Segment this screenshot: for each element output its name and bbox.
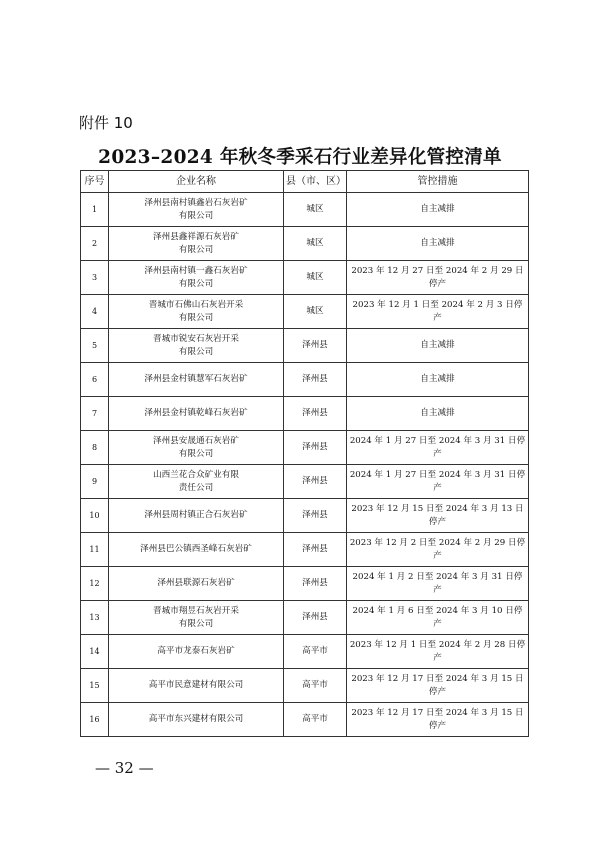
table-row (81, 465, 529, 499)
company-name-line: 泽州县联源石灰岩矿 (157, 578, 235, 588)
page-number: — 32 — (95, 759, 154, 777)
cell-county: 泽州县 (284, 363, 347, 397)
company-name-line: 有限公司 (178, 346, 214, 357)
cell-serial-no: 3 (81, 261, 109, 295)
cell-county: 城区 (284, 227, 347, 261)
header-control-measure: 管控措施 (347, 171, 529, 193)
cell-control-measure: 2024 年 1 月 27 日至 2024 年 3 月 31 日停产 (347, 431, 529, 465)
company-name-line: 有限公司 (178, 244, 214, 255)
table-row (81, 295, 529, 329)
cell-county: 高平市 (284, 635, 347, 669)
company-name-line: 泽州县安晟通石灰岩矿 (153, 435, 239, 446)
cell-company-name (109, 567, 284, 601)
company-name-line: 泽州县金村镇慧军石灰岩矿 (144, 374, 248, 384)
cell-company-name (109, 465, 284, 499)
company-name-line: 山西兰花合众矿业有限 (153, 469, 239, 480)
table-row (81, 363, 529, 397)
cell-company-name (109, 533, 284, 567)
header-county: 县（市、区） (284, 171, 347, 193)
cell-serial-no: 16 (81, 703, 109, 737)
table-row (81, 397, 529, 431)
company-name-line: 有限公司 (178, 210, 214, 221)
header-serial-no: 序号 (81, 171, 109, 193)
company-name-line: 泽州县金村镇乾峰石灰岩矿 (144, 408, 248, 418)
cell-control-measure: 2023 年 12 月 2 日至 2024 年 2 月 29 日停产 (347, 533, 529, 567)
cell-serial-no: 1 (81, 193, 109, 227)
table-row (81, 227, 529, 261)
company-name-line: 有限公司 (178, 448, 214, 459)
company-name-line: 高平市民意建材有限公司 (148, 680, 244, 690)
cell-company-name (109, 601, 284, 635)
cell-county: 泽州县 (284, 465, 347, 499)
cell-county: 泽州县 (284, 397, 347, 431)
cell-county: 泽州县 (284, 533, 347, 567)
table-row (81, 669, 529, 703)
company-name-line: 有限公司 (178, 312, 214, 323)
company-name-line: 高平市龙泰石灰岩矿 (157, 646, 235, 656)
cell-serial-no: 2 (81, 227, 109, 261)
attachment-label: 附件 10 (79, 114, 133, 132)
cell-company-name (109, 363, 284, 397)
cell-company-name (109, 397, 284, 431)
cell-serial-no: 9 (81, 465, 109, 499)
cell-serial-no: 4 (81, 295, 109, 329)
table-row (81, 635, 529, 669)
cell-serial-no: 8 (81, 431, 109, 465)
cell-serial-no: 10 (81, 499, 109, 533)
company-name-line: 晋城市锐安石灰岩开采 (153, 333, 239, 344)
cell-control-measure: 2024 年 1 月 2 日至 2024 年 3 月 31 日停产 (347, 567, 529, 601)
company-name-line: 泽州县南村镇一鑫石灰岩矿 (144, 265, 248, 276)
page-title: 2023–2024 年秋冬季采石行业差异化管控清单 (98, 147, 502, 168)
cell-company-name (109, 329, 284, 363)
header-company-name: 企业名称 (109, 171, 284, 193)
cell-company-name (109, 635, 284, 669)
cell-county: 泽州县 (284, 601, 347, 635)
cell-company-name (109, 227, 284, 261)
table-row (81, 533, 529, 567)
company-name-line: 责任公司 (178, 482, 214, 493)
cell-county: 城区 (284, 261, 347, 295)
company-name-line: 高平市东兴建材有限公司 (148, 714, 244, 724)
company-name-line: 泽州县巴公镇西圣峰石灰岩矿 (140, 544, 252, 554)
cell-county: 泽州县 (284, 567, 347, 601)
cell-serial-no: 5 (81, 329, 109, 363)
cell-control-measure: 2023 年 12 月 1 日至 2024 年 2 月 28 日停产 (347, 635, 529, 669)
table-row (81, 261, 529, 295)
table-row (81, 567, 529, 601)
table-row (81, 193, 529, 227)
cell-county: 泽州县 (284, 499, 347, 533)
cell-control-measure: 自主减排 (347, 397, 529, 431)
table-row (81, 601, 529, 635)
cell-county: 高平市 (284, 703, 347, 737)
cell-county: 泽州县 (284, 329, 347, 363)
cell-company-name (109, 193, 284, 227)
control-list-table (80, 170, 529, 737)
cell-control-measure: 自主减排 (347, 227, 529, 261)
cell-serial-no: 7 (81, 397, 109, 431)
company-name-line: 泽州县南村镇鑫岩石灰岩矿 (144, 197, 248, 208)
table-row (81, 329, 529, 363)
cell-control-measure: 自主减排 (347, 193, 529, 227)
cell-company-name (109, 499, 284, 533)
cell-control-measure: 2024 年 1 月 27 日至 2024 年 3 月 31 日停产 (347, 465, 529, 499)
cell-company-name (109, 669, 284, 703)
cell-company-name (109, 703, 284, 737)
cell-company-name (109, 295, 284, 329)
table-row (81, 499, 529, 533)
cell-serial-no: 12 (81, 567, 109, 601)
company-name-line: 泽州县鑫祥源石灰岩矿 (153, 231, 239, 242)
cell-control-measure: 2023 年 12 月 27 日至 2024 年 2 月 29 日停产 (347, 261, 529, 295)
cell-control-measure: 2024 年 1 月 6 日至 2024 年 3 月 10 日停产 (347, 601, 529, 635)
company-name-line: 晋城市翔昱石灰岩开采 (153, 605, 239, 616)
cell-control-measure: 2023 年 12 月 1 日至 2024 年 2 月 3 日停产 (347, 295, 529, 329)
cell-company-name (109, 431, 284, 465)
cell-control-measure: 2023 年 12 月 15 日至 2024 年 3 月 13 日停产 (347, 499, 529, 533)
company-name-line: 有限公司 (178, 278, 214, 289)
company-name-line: 泽州县周村镇正合石灰岩矿 (144, 510, 248, 520)
cell-control-measure: 自主减排 (347, 363, 529, 397)
cell-serial-no: 14 (81, 635, 109, 669)
company-name-line: 有限公司 (178, 618, 214, 629)
cell-county: 泽州县 (284, 431, 347, 465)
cell-control-measure: 2023 年 12 月 17 日至 2024 年 3 月 15 日停产 (347, 703, 529, 737)
table-row (81, 703, 529, 737)
table-row (81, 431, 529, 465)
cell-serial-no: 15 (81, 669, 109, 703)
cell-county: 城区 (284, 295, 347, 329)
cell-control-measure: 2023 年 12 月 17 日至 2024 年 3 月 15 日停产 (347, 669, 529, 703)
cell-county: 城区 (284, 193, 347, 227)
cell-company-name (109, 261, 284, 295)
cell-serial-no: 13 (81, 601, 109, 635)
cell-county: 高平市 (284, 669, 347, 703)
table-header-row (81, 171, 529, 193)
company-name-line: 晋城市石佛山石灰岩开采 (148, 299, 244, 310)
cell-serial-no: 11 (81, 533, 109, 567)
cell-serial-no: 6 (81, 363, 109, 397)
cell-control-measure: 自主减排 (347, 329, 529, 363)
